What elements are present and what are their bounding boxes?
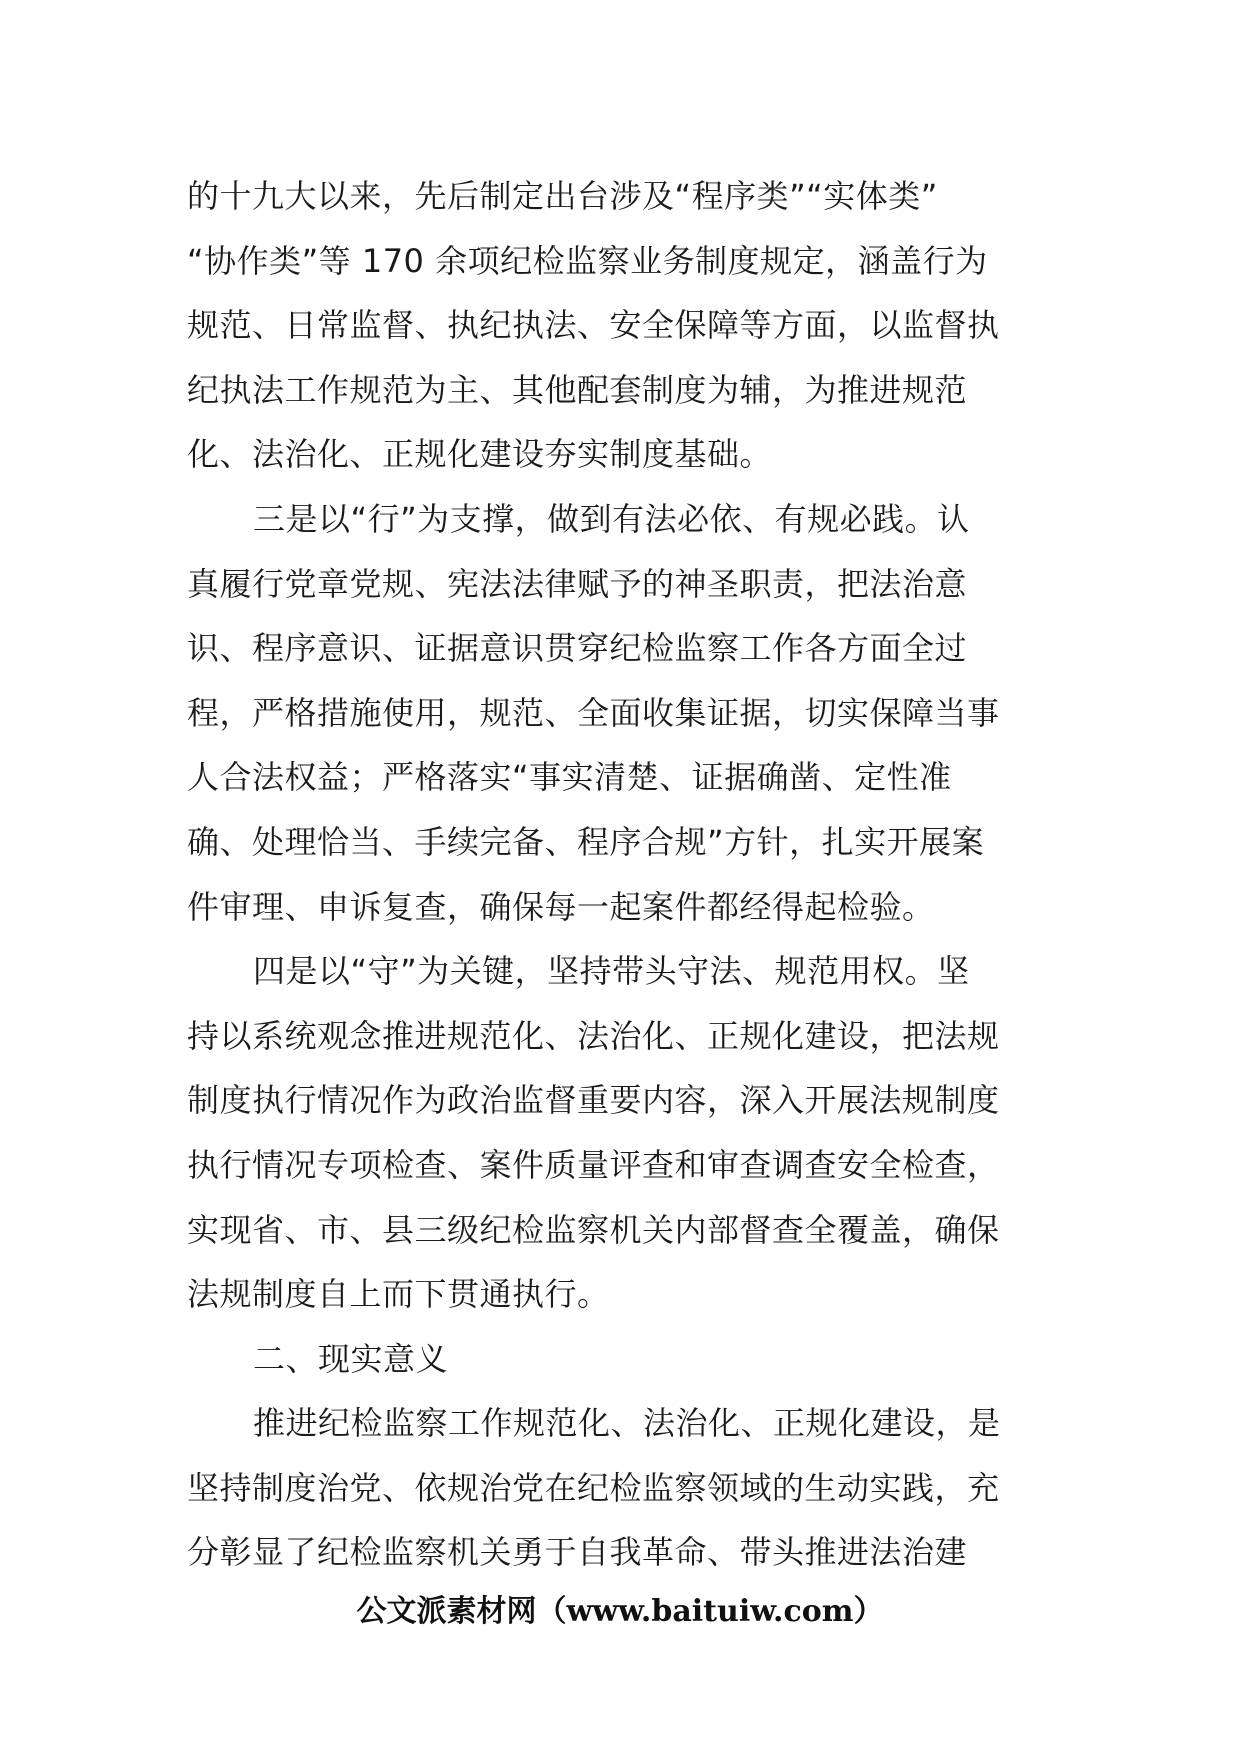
document-body bbox=[187, 164, 1057, 1585]
body-line: 确、处理恰当、手续完备、程序合规”方针，扎实开展案 bbox=[187, 822, 985, 861]
body-line: 件审理、申诉复查，确保每一起案件都经得起检验。 bbox=[187, 887, 935, 926]
paragraph-start-line: 推进纪检监察工作规范化、法治化、正规化建设，是 bbox=[253, 1404, 1001, 1443]
body-line: 人合法权益；严格落实“事实清楚、证据确凿、定性准 bbox=[187, 758, 952, 797]
body-line: 持以系统观念推进规范化、法治化、正规化建设，把法规 bbox=[187, 1016, 1000, 1055]
body-line: 实现省、市、县三级纪检监察机关内部督查全覆盖，确保 bbox=[187, 1210, 1000, 1249]
body-line: 的十九大以来，先后制定出台涉及“程序类”“实体类” bbox=[187, 177, 938, 215]
body-line: “协作类”等 170 余项纪检监察业务制度规定，涵盖行为 bbox=[187, 241, 988, 280]
body-line: 规范、日常监督、执纪执法、安全保障等方面，以监督执 bbox=[187, 306, 1000, 345]
paragraph-start-line: 四是以“守”为关键，坚持带头守法、规范用权。坚 bbox=[253, 952, 970, 991]
body-line: 识、程序意识、证据意识贯穿纪检监察工作各方面全过 bbox=[187, 629, 968, 668]
body-line: 制度执行情况作为政治监督重要内容，深入开展法规制度 bbox=[187, 1081, 1000, 1120]
body-line: 分彰显了纪检监察机关勇于自我革命、带头推进法治建 bbox=[187, 1533, 968, 1572]
body-line: 真履行党章党规、宪法法律赋予的神圣职责，把法治意 bbox=[187, 564, 968, 603]
body-line: 程，严格措施使用，规范、全面收集证据，切实保障当事 bbox=[187, 693, 1000, 732]
footer-watermark-text: 公文派素材网（www.baituiw.com） bbox=[356, 1594, 884, 1629]
body-line: 坚持制度治党、依规治党在纪检监察领域的生动实践，充 bbox=[187, 1468, 1000, 1507]
section-heading: 二、现实意义 bbox=[253, 1339, 449, 1378]
body-line: 化、法治化、正规化建设夯实制度基础。 bbox=[187, 435, 773, 474]
body-line: 法规制度自上而下贯通执行。 bbox=[187, 1275, 610, 1314]
body-line: 执行情况专项检查、案件质量评查和审查调查安全检查， bbox=[187, 1145, 1000, 1184]
paragraph-start-line: 三是以“行”为支撑，做到有法必依、有规必践。认 bbox=[253, 499, 970, 538]
body-line: 纪执法工作规范为主、其他配套制度为辅，为推进规范 bbox=[187, 370, 968, 409]
